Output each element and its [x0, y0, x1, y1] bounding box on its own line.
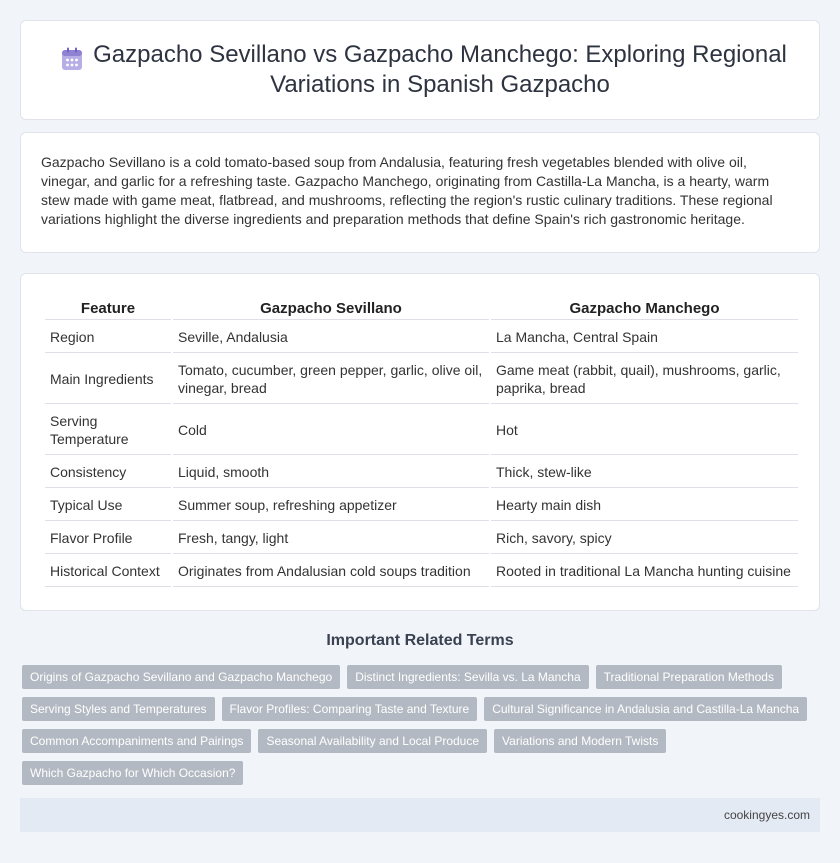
sevillano-cell: Originates from Andalusian cold soups tradition — [173, 556, 489, 587]
sevillano-cell: Fresh, tangy, light — [173, 523, 489, 554]
header-manchego: Gazpacho Manchego — [491, 296, 798, 320]
header-sevillano: Gazpacho Sevillano — [173, 296, 489, 320]
page-title: Gazpacho Sevillano vs Gazpacho Manchego: Exploring Regional Variations in Spanish Gazpacho — [93, 41, 787, 98]
related-term-tag[interactable]: Origins of Gazpacho Sevillano and Gazpacho Manchego — [22, 665, 340, 689]
manchego-cell: Hot — [491, 406, 798, 455]
comparison-card — [20, 273, 820, 611]
header-feature: Feature — [45, 296, 171, 320]
table-row — [45, 322, 798, 353]
feature-cell: Consistency — [45, 457, 171, 488]
sevillano-cell: Summer soup, refreshing appetizer — [173, 490, 489, 521]
table-row — [45, 355, 798, 404]
intro-paragraph: Gazpacho Sevillano is a cold tomato-based soup from Andalusia, featuring fresh vegetables blended with olive oil, vinegar, and garlic for a refreshing taste. Gazpacho Manchego, originating from Castilla-La Mancha, is a hearty, warm stew made with game meat, flatbread, and mushrooms, reflecting the region's rustic culinary traditions. These regional variations highlight the diverse ingredients and preparation methods that define Spain's rich gastronomic heritage. — [41, 154, 773, 227]
sevillano-cell: Cold — [173, 406, 489, 455]
feature-cell: Region — [45, 322, 171, 353]
related-term-tag[interactable]: Which Gazpacho for Which Occasion? — [22, 761, 243, 785]
manchego-cell: Thick, stew-like — [491, 457, 798, 488]
manchego-cell: Hearty main dish — [491, 490, 798, 521]
related-term-tag[interactable]: Seasonal Availability and Local Produce — [258, 729, 487, 753]
related-term-tag[interactable]: Variations and Modern Twists — [494, 729, 666, 753]
header-card — [20, 20, 820, 120]
manchego-cell: La Mancha, Central Spain — [491, 322, 798, 353]
intro-card — [20, 132, 820, 253]
related-term-tag[interactable]: Common Accompaniments and Pairings — [22, 729, 251, 753]
related-term-tag[interactable]: Cultural Significance in Andalusia and Castilla-La Mancha — [484, 697, 807, 721]
manchego-cell: Rooted in traditional La Mancha hunting cuisine — [491, 556, 798, 587]
related-term-tag[interactable]: Serving Styles and Temperatures — [22, 697, 215, 721]
table-header-row — [45, 296, 798, 320]
related-term-tag[interactable]: Traditional Preparation Methods — [596, 665, 782, 689]
feature-cell: Historical Context — [45, 556, 171, 587]
related-term-tag[interactable]: Distinct Ingredients: Sevilla vs. La Mancha — [347, 665, 588, 689]
manchego-cell: Game meat (rabbit, quail), mushrooms, garlic, paprika, bread — [491, 355, 798, 404]
feature-cell: Typical Use — [45, 490, 171, 521]
table-row — [45, 406, 798, 455]
manchego-cell: Rich, savory, spicy — [491, 523, 798, 554]
table-row — [45, 523, 798, 554]
feature-cell: Main Ingredients — [45, 355, 171, 404]
comparison-table — [43, 294, 800, 589]
related-terms-list — [22, 665, 822, 793]
sevillano-cell: Seville, Andalusia — [173, 322, 489, 353]
footer-site-link[interactable]: cookingyes.com — [723, 808, 810, 822]
table-row — [45, 490, 798, 521]
table-row — [45, 457, 798, 488]
sevillano-cell: Tomato, cucumber, green pepper, garlic, olive oil, vinegar, bread — [173, 355, 489, 404]
sevillano-cell: Liquid, smooth — [173, 457, 489, 488]
related-terms-title: Important Related Terms — [326, 632, 514, 649]
footer — [20, 798, 820, 832]
feature-cell: Serving Temperature — [45, 406, 171, 455]
feature-cell: Flavor Profile — [45, 523, 171, 554]
related-term-tag[interactable]: Flavor Profiles: Comparing Taste and Texture — [222, 697, 478, 721]
table-row — [45, 556, 798, 587]
